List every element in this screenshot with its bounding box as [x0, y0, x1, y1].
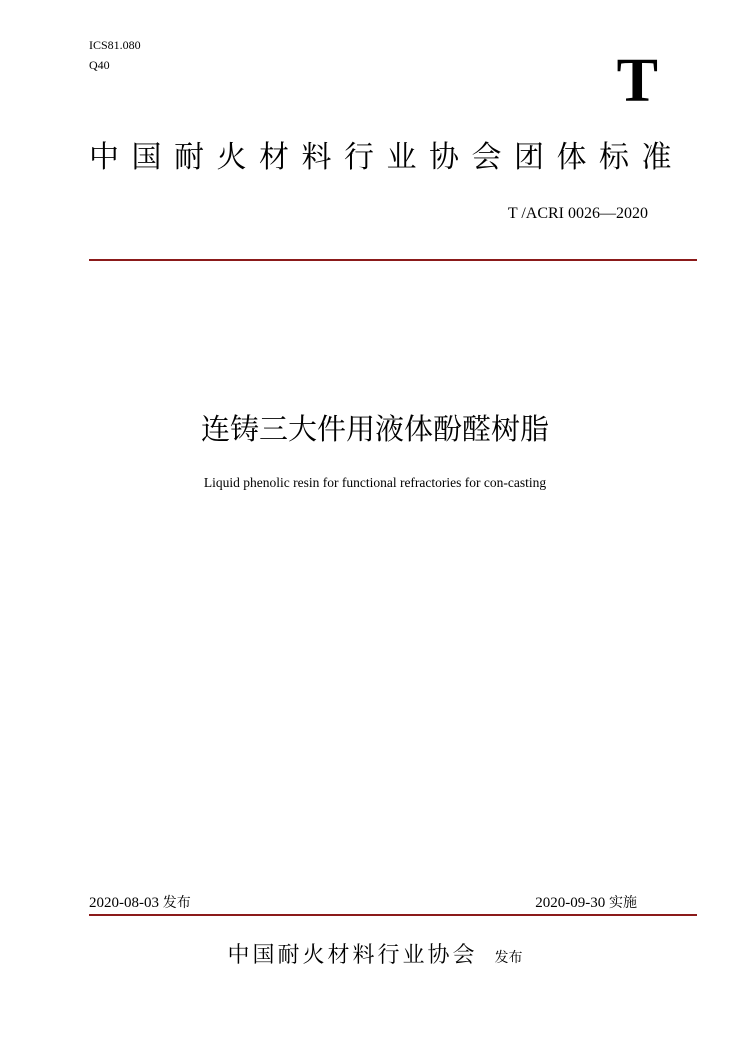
issue-date-line [89, 894, 191, 912]
ccs-code: Q40 [89, 58, 110, 72]
publisher-line [0, 938, 750, 969]
effective-label: 实施 [609, 895, 637, 911]
effective-date-line [535, 894, 637, 912]
organization-standard-title: 中国耐火材料行业协会团体标准 [89, 140, 684, 175]
issue-date: 2020-08-03 [89, 895, 159, 911]
issue-label: 发布 [162, 895, 191, 911]
effective-date: 2020-09-30 [535, 895, 606, 911]
top-divider-rule [89, 259, 697, 261]
publisher-name: 中国耐火材料行业协会 [227, 943, 478, 968]
standard-number: T /ACRI 0026—2020 [507, 205, 648, 222]
document-title-english: Liquid phenolic resin for functional refractories for con-casting [203, 475, 547, 490]
bottom-divider-rule [89, 914, 697, 916]
publisher-label: 发布 [494, 950, 523, 966]
ics-code: ICS81.080 [89, 38, 141, 52]
document-title-chinese: 连铸三大件用液体酚醛树脂 [200, 412, 549, 446]
standard-type-letter: T [616, 47, 658, 115]
